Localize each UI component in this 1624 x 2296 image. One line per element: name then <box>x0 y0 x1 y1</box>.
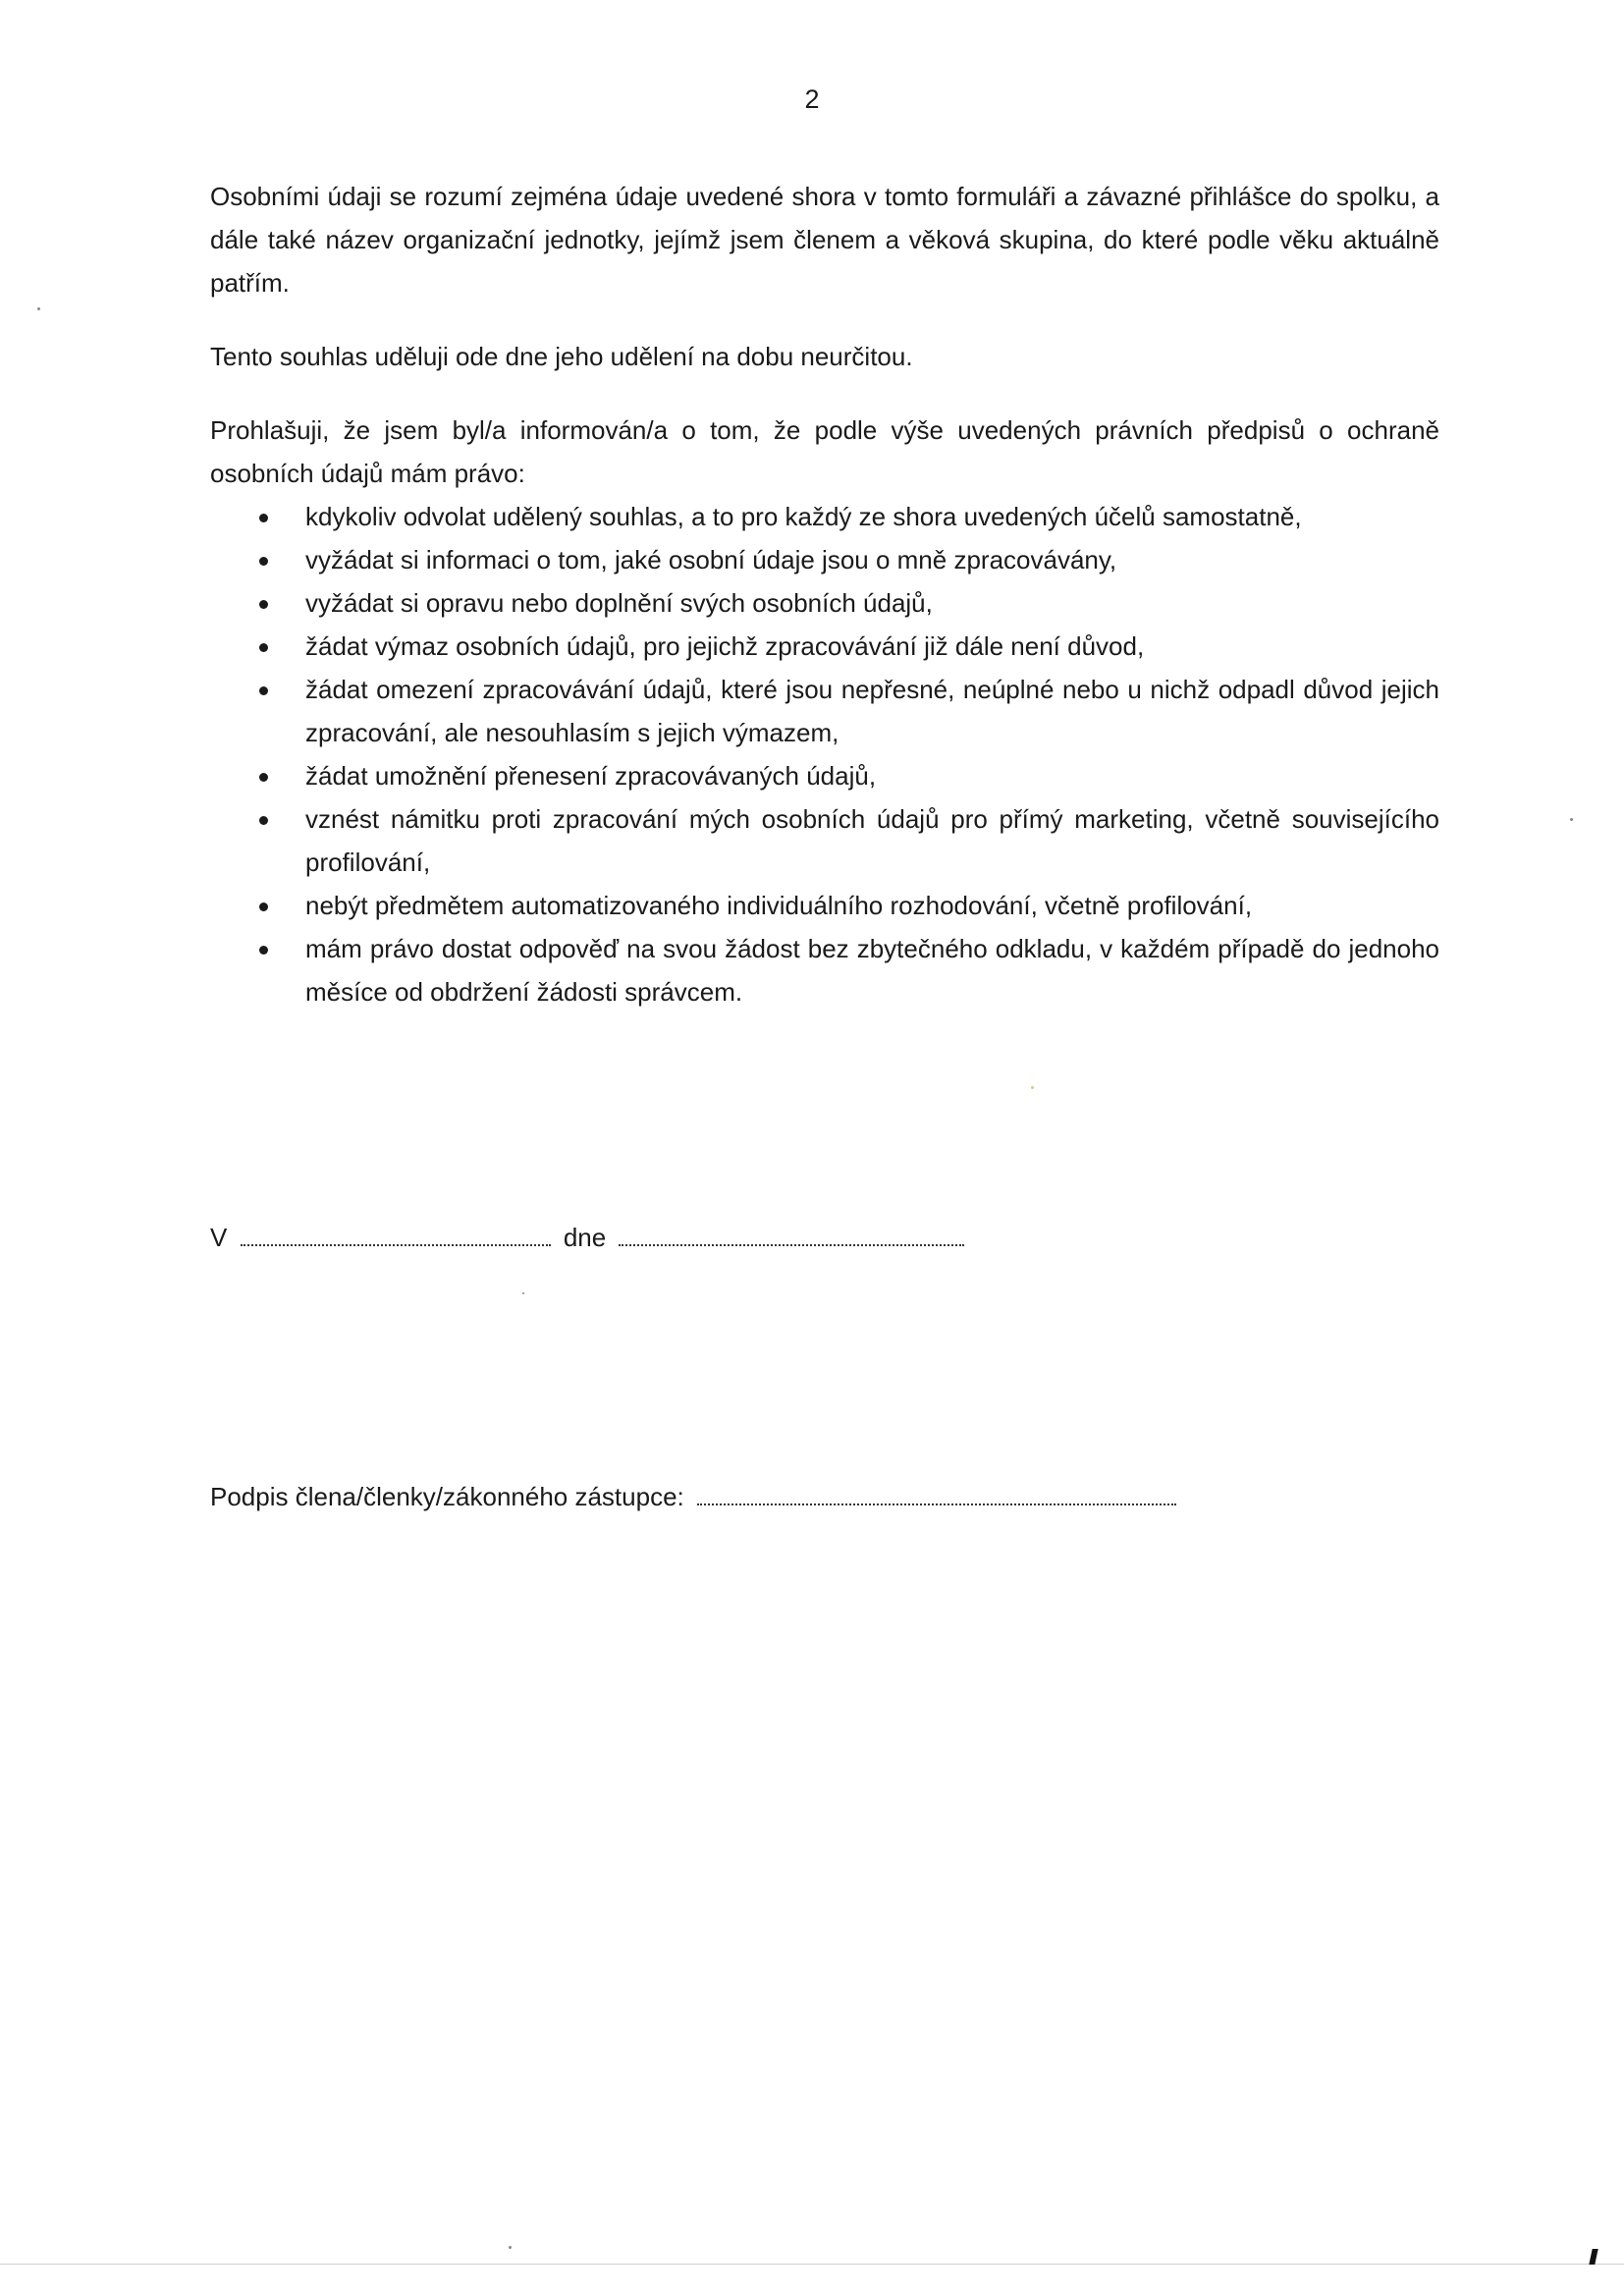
list-item-text: žádat výmaz osobních údajů, pro jejichž zpracovávání již dále není důvod, <box>305 631 1145 661</box>
list-item <box>210 884 1439 927</box>
signature-fill-line[interactable] <box>697 1502 1176 1505</box>
date-label: dne <box>563 1223 607 1252</box>
scan-edge-line <box>0 2264 1624 2265</box>
date-fill-line[interactable] <box>619 1242 964 1246</box>
place-fill-line[interactable] <box>241 1242 551 1246</box>
list-item-text: nebýt předmětem automatizovaného individuálního rozhodování, včetně profilování, <box>305 891 1253 920</box>
scan-speck <box>1570 818 1573 821</box>
bullet-icon <box>259 643 268 652</box>
consent-duration-paragraph: Tento souhlas uděluji ode dne jeho udělení na dobu neurčitou. <box>210 342 913 371</box>
list-item-text: vyžádat si opravu nebo doplnění svých osobních údajů, <box>305 588 933 618</box>
document-body <box>210 175 1439 1013</box>
list-item <box>210 581 1439 625</box>
list-item <box>210 625 1439 668</box>
list-item-text: vyžádat si informaci o tom, jaké osobní údaje jsou o mně zpracovávány, <box>305 545 1117 574</box>
list-item <box>210 927 1439 1013</box>
bullet-icon <box>259 686 268 695</box>
list-item-text: kdykoliv odvolat udělený souhlas, a to pro každý ze shora uvedených účelů samostatně, <box>305 502 1302 531</box>
list-item-text: žádat umožnění přenesení zpracovávaných údajů, <box>305 761 877 791</box>
bullet-icon <box>259 600 268 609</box>
list-item-text: žádat omezení zpracovávání údajů, které jsou nepřesné, neúplné nebo u nichž odpadl důvod jejich zpracování, ale nesouhlasím s jejich výmazem, <box>305 675 1439 747</box>
personal-data-definition-paragraph: Osobními údaji se rozumí zejména údaje uvedené shora v tomto formuláři a závazné přihlášce do spolku, a dále také název organizační jednotky, jejímž jsem členem a věková skupina, do které podle věku aktuálně patřím. <box>210 182 1439 298</box>
scan-corner-mark <box>1589 2249 1597 2265</box>
place-label: V <box>210 1223 228 1252</box>
list-item <box>210 797 1439 884</box>
bullet-icon <box>259 557 268 566</box>
bullet-icon <box>259 816 268 825</box>
list-item <box>210 668 1439 754</box>
signature-label: Podpis člena/členky/zákonného zástupce: <box>210 1482 684 1511</box>
bullet-icon <box>259 773 268 782</box>
signature-line <box>210 1475 1182 1518</box>
bullet-icon <box>259 514 268 522</box>
bullet-icon <box>259 902 268 911</box>
scan-speck <box>37 307 40 310</box>
place-date-line <box>210 1216 970 1259</box>
list-item <box>210 495 1439 538</box>
list-item <box>210 538 1439 581</box>
scan-speck <box>522 1292 524 1294</box>
scan-speck <box>509 2246 512 2249</box>
rights-list <box>210 495 1439 1013</box>
bullet-icon <box>259 946 268 955</box>
list-item-text: vznést námitku proti zpracování mých osobních údajů pro přímý marketing, včetně souvisejícího profilování, <box>305 804 1439 877</box>
list-item-text: mám právo dostat odpověď na svou žádost bez zbytečného odkladu, v každém případě do jednoho měsíce od obdržení žádosti správcem. <box>305 934 1439 1007</box>
page-number: 2 <box>804 84 820 114</box>
scan-speck <box>1031 1086 1034 1089</box>
list-item <box>210 754 1439 797</box>
rights-declaration-paragraph: Prohlašuji, že jsem byl/a informován/a o tom, že podle výše uvedených právních předpisů o ochraně osobních údajů mám právo: <box>210 415 1439 488</box>
